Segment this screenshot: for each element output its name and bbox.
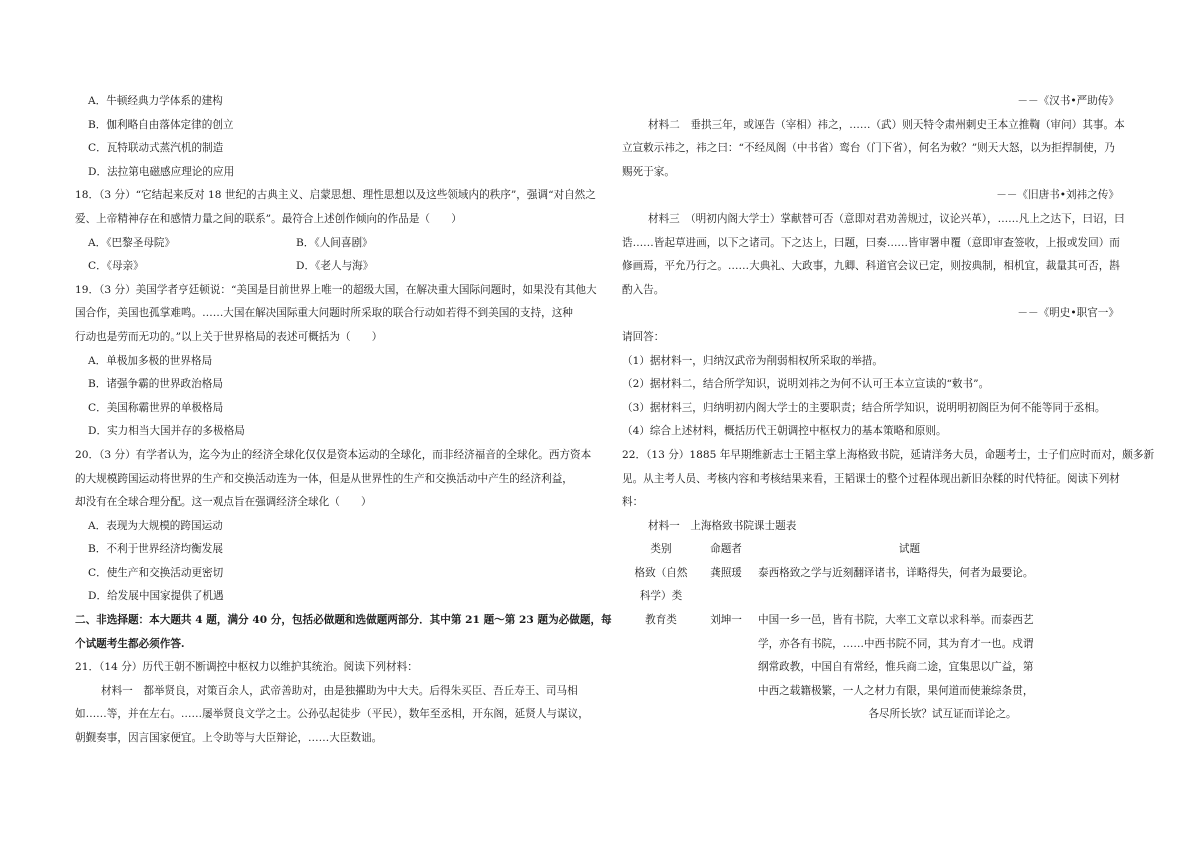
q18-options-row	[75, 255, 595, 279]
q21-subquestion: （4）综合上述材料，概括历代王朝调控中枢权力的基本策略和原则。	[622, 425, 947, 438]
cell-question-line: 纲常政教，中国自有常经，惟兵商二途，宜集思以广益，第	[758, 661, 1034, 674]
q21-material-3: 酌入告。	[622, 283, 665, 296]
q21-material-2: 材料二 垂拱三年，或诬告（宰相）祎之，……（武）则天特令肃州刺史王本立推鞫（审问）其事。本	[648, 118, 1125, 131]
q21-material-2: 立宣敕示祎之，祎之曰：“不经凤阁（中书省）鸾台（门下省），何名为敕？”则天大怒，以为拒捍制使，乃	[622, 142, 1115, 155]
cell-category-line: 教育类	[645, 614, 677, 627]
cell-question	[752, 562, 1127, 609]
right-column	[622, 90, 1155, 727]
q20-option-a: A．表现为大规模的跨国运动	[88, 519, 223, 532]
section-2-heading: 个试题考生都必须作答.	[75, 637, 185, 650]
q17-option-b: B．伽利略自由落体定律的创立	[88, 118, 234, 131]
q18-option-c: C．《母亲》	[88, 260, 144, 273]
q22-stem-line: 见。从主考人员、考核内容和考核结果来看，王韬课士的整个过程体现出新旧杂糅的时代特征。阅读下列材	[622, 472, 1120, 485]
q20-stem-line: 的大规模跨国运动将世界的生产和交换活动连为一体，但是从世界性的生产和交换活动中产生的经济利益，	[75, 472, 573, 485]
cell-author: 刘坤一	[710, 614, 742, 627]
q22-stem-line: 22．（13 分）1885 年早期维新志士王韬主掌上海格致书院，延请洋务大员，命题考士，士子们应时而对，颇多新	[622, 448, 1155, 461]
cell-question-line: 泰西格致之学与近刻翻译诸书，详略得失，何者为最要论。	[758, 566, 1034, 579]
q17-option-c: C．瓦特联动式蒸汽机的制造	[88, 142, 224, 155]
q20-stem-line: 20．（3 分）有学者认为，迄今为止的经济全球化仅仅是资本运动的全球化，而非经济福音的全球化。西方资本	[75, 448, 592, 461]
q21-material-2: 赐死于家。	[622, 165, 675, 178]
q20-option-b: B．不利于世界经济均衡发展	[88, 543, 223, 556]
q18-stem-line: 爱、上帝精神存在和感情力量之间的联系”。最符合上述创作倾向的作品是（ ）	[75, 212, 462, 225]
q21-material-1: 材料一 都举贤良，对策百余人，武帝善助对，由是独擢助为中大夫。后得朱买臣、吾丘寿王、司马相	[101, 684, 578, 697]
left-column	[75, 90, 612, 751]
q21-material-1: 如……等，并在左右。……屡举贤良文学之士。公孙弘起徒步（平民），数年至丞相，开东阁，延贤人与谋议，	[75, 708, 589, 721]
q18-option-a: A．《巴黎圣母院》	[88, 236, 176, 249]
table-title: 材料一 上海格致书院课士题表	[648, 519, 797, 532]
q19-stem-line: 19．（3 分）美国学者亨廷顿说：“美国是目前世界上唯一的超级大国，在解决重大国际问题时，如果没有其他大	[75, 283, 597, 296]
source-citation: －－《旧唐书•刘祎之传》	[996, 189, 1119, 202]
q19-stem-line: 行动也是劳而无功的。”以上关于世界格局的表述可概括为（ ）	[75, 330, 383, 343]
table-row	[622, 562, 1127, 609]
q21-material-1: 朝觐奏事，因言国家便宜。上令助等与大臣辩论，……大臣数诎。	[75, 732, 383, 745]
header-category: 类别	[650, 543, 672, 556]
header-author: 命题者	[710, 543, 742, 556]
q20-option-d: D．给发展中国家提供了机遇	[88, 590, 224, 603]
cell-question-line: 学，亦各有书院，……中西书院不同，其为育才一也。戍谓	[758, 637, 1034, 650]
q20-option-c: C．使生产和交换活动更密切	[88, 566, 224, 579]
cell-question-line: 中国一乡一邑，皆有书院，大率工文章以求科举。而泰西艺	[758, 614, 1034, 627]
exam-topic-table	[622, 538, 1127, 727]
q21-subquestion: （2）据材料二，结合所学知识，说明刘祎之为何不认可王本立宣读的“敕书”。	[622, 378, 990, 391]
table-header-row	[622, 538, 1127, 562]
cell-author: 龚照瑗	[710, 566, 742, 579]
section-2-heading: 二、非选择题：本大题共 4 题，满分 40 分，包括必做题和选做题两部分．其中第 21 题～第 23 题为必做题，每	[75, 614, 612, 627]
cell-category	[622, 609, 700, 727]
q17-option-a: A．牛顿经典力学体系的建构	[88, 95, 223, 107]
q19-option-a: A．单极加多极的世界格局	[88, 354, 213, 367]
cell-question-line: 中西之载籍极繁，一人之材力有限，果何道而使兼综条贯，	[758, 684, 1034, 697]
cell-category-line: 格致（自然	[634, 566, 688, 579]
q17-option-d: D．法拉第电磁感应理论的应用	[88, 165, 235, 178]
q21-material-3: 材料三 （明初内阁大学士）掌献替可否（意即对君劝善规过，议论兴革），……凡上之达下，曰诏，曰	[648, 212, 1125, 225]
source-citation: －－《汉书•严助传》	[1017, 95, 1119, 107]
cell-category-line: 科学）类	[639, 590, 683, 603]
q21-subquestion: （1）据材料一，归纳汉武帝为削弱相权所采取的举措。	[622, 354, 883, 367]
q19-option-c: C．美国称霸世界的单极格局	[88, 401, 224, 414]
table-row	[622, 609, 1127, 727]
q21-material-3: 修画焉，平允乃行之。……大典礼、大政事，九卿、科道官会议已定，则按典制，相机宜，裁量其可否，斟	[622, 260, 1120, 273]
cell-question	[752, 609, 1127, 727]
q21-material-3: 诰……皆起草进画，以下之诸司。下之达上，曰题，曰奏……皆审署申覆（意即审查签收，上报或发回）而	[622, 236, 1120, 249]
answer-prompt: 请回答：	[622, 330, 665, 343]
q21-subquestion: （3）据材料三，归纳明初内阁大学士的主要职责；结合所学知识，说明明初阁臣为何不能等同于丞相。	[622, 401, 1106, 414]
q18-stem-line: 18．（3 分）“它结起来反对 18 世纪的古典主义、启蒙思想、理性思想以及这些领域内的秩序”，强调“对自然之	[75, 189, 596, 202]
cell-question-line: 各尽所长欤？试互证而详论之。	[868, 708, 1017, 721]
source-citation: －－《明史•职官一》	[1017, 307, 1119, 320]
q18-option-d: D．《老人与海》	[296, 260, 374, 273]
q20-stem-line: 却没有在全球合理分配。这一观点旨在强调经济全球化（ ）	[75, 496, 372, 509]
q19-stem-line: 国合作，美国也孤掌难鸣。……大国在解决国际重大问题时所采取的联合行动如若得不到美国的支持，这种	[75, 307, 573, 320]
q22-stem-line: 料：	[622, 496, 644, 509]
header-question: 试题	[898, 543, 921, 556]
q21-intro: 21．（14 分）历代王朝不断调控中枢权力以维护其统治。阅读下列材料：	[75, 661, 418, 674]
q18-options-row	[75, 232, 595, 256]
q19-option-b: B．诸强争霸的世界政治格局	[88, 378, 223, 391]
q19-option-d: D．实力相当大国并存的多极格局	[88, 425, 245, 438]
cell-category	[622, 562, 700, 609]
q18-option-b: B．《人间喜剧》	[296, 236, 373, 249]
